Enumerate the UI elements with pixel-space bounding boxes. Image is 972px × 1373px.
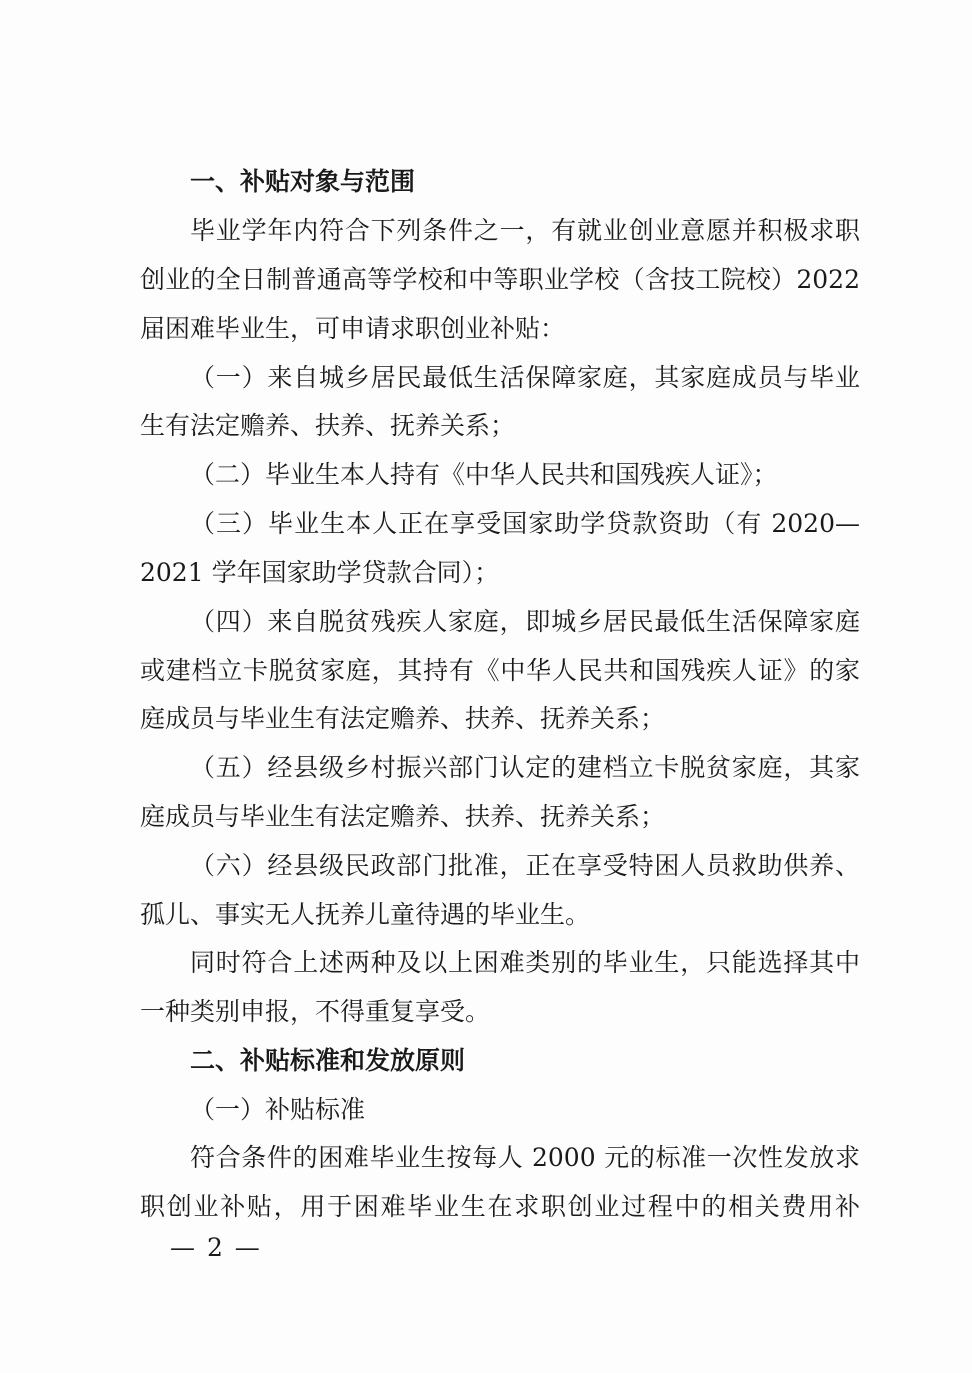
paragraph-line: 届困难毕业生，可申请求职创业补贴：: [140, 314, 566, 343]
list-item-6-line: 孤儿、事实无人抚养儿童待遇的毕业生。: [140, 900, 591, 929]
list-item-5-line: 庭成员与毕业生有法定赡养、扶养、抚养关系；: [140, 802, 666, 831]
list-item-4-line: 庭成员与毕业生有法定赡养、扶养、抚养关系；: [140, 704, 666, 733]
list-item-1-line: 生有法定赡养、扶养、抚养关系；: [140, 411, 516, 440]
paragraph-line: 同时符合上述两种及以上困难类别的毕业生，只能选择其中: [190, 948, 860, 977]
list-item-4-line: 或建档立卡脱贫家庭，其持有《中华人民共和国残疾人证》的家: [140, 656, 860, 685]
paragraph-line: 一种类别申报，不得重复享受。: [140, 997, 491, 1026]
paragraph-line: 毕业学年内符合下列条件之一，有就业创业意愿并积极求职: [190, 216, 860, 245]
list-item-2-line: （二）毕业生本人持有《中华人民共和国残疾人证》；: [190, 460, 778, 489]
list-item-3-line: （三）毕业生本人正在享受国家助学贷款资助（有 2020—: [190, 509, 860, 538]
list-item-4-line: （四）来自脱贫残疾人家庭，即城乡居民最低生活保障家庭: [190, 607, 860, 636]
paragraph-line: 职创业补贴，用于困难毕业生在求职创业过程中的相关费用补: [140, 1192, 860, 1221]
list-item-1-line: （一）来自城乡居民最低生活保障家庭，其家庭成员与毕业: [190, 363, 860, 392]
paragraph-line: 创业的全日制普通高等学校和中等职业学校（含技工院校）2022: [140, 265, 860, 294]
list-item-5-line: （五）经县级乡村振兴部门认定的建档立卡脱贫家庭，其家: [190, 753, 860, 782]
paragraph-line: 符合条件的困难毕业生按每人 2000 元的标准一次性发放求: [190, 1143, 860, 1172]
list-item-3-line: 2021 学年国家助学贷款合同）；: [140, 558, 500, 587]
page-number: — 2 —: [170, 1233, 262, 1262]
section-heading-1: 一、补贴对象与范围: [190, 167, 416, 196]
list-item-6-line: （六）经县级民政部门批准，正在享受特困人员救助供养、: [190, 851, 860, 880]
section-heading-2: 二、补贴标准和发放原则: [190, 1046, 466, 1075]
subsection-heading: （一）补贴标准: [190, 1095, 366, 1124]
